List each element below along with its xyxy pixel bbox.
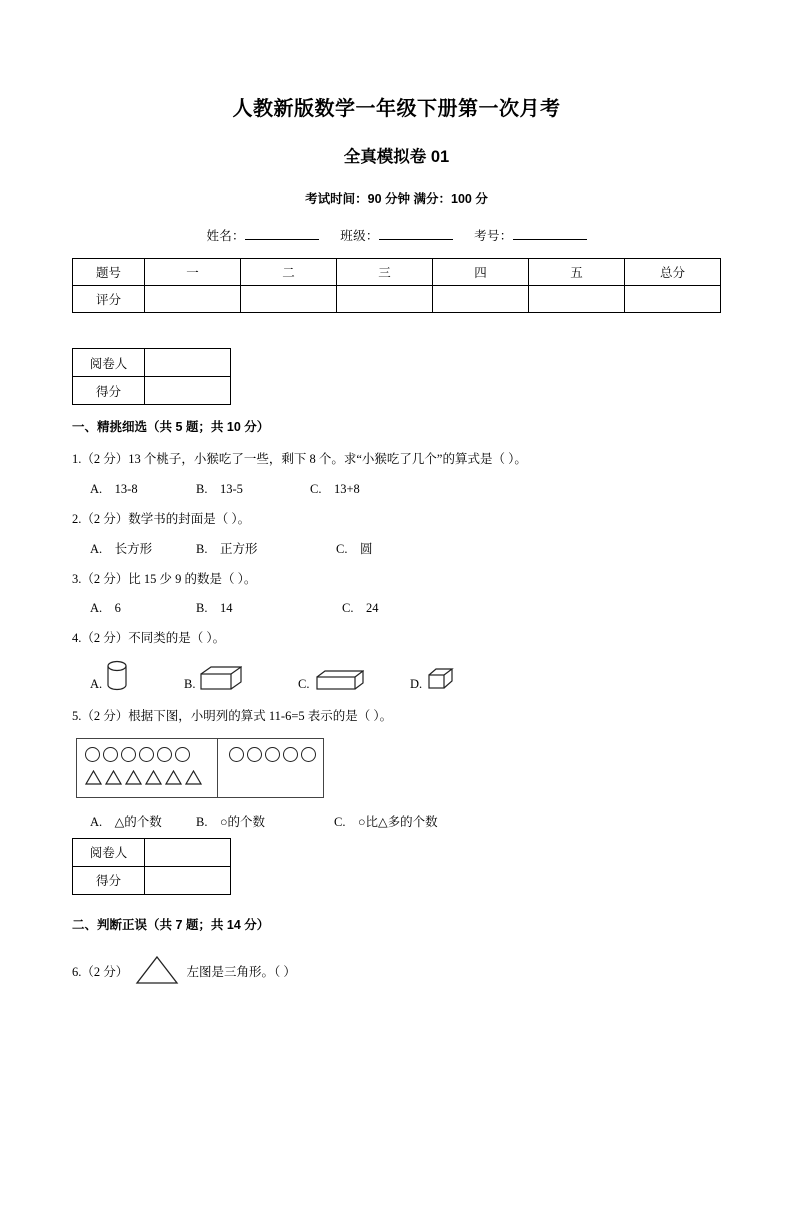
option-d[interactable]: D. [410, 677, 423, 691]
left-triangle-group [85, 770, 202, 785]
marker-box-2 [72, 838, 231, 895]
table-row [73, 866, 231, 894]
page-title: 人教新版数学一年级下册第一次月考 [232, 98, 561, 120]
score-input-cell[interactable] [337, 286, 433, 313]
name-field[interactable] [245, 228, 319, 240]
circle-shape [247, 747, 262, 762]
page-subtitle: 全真模拟卷 01 [343, 148, 450, 166]
marker-value[interactable] [145, 838, 231, 866]
question-3-options [72, 598, 721, 614]
class-label: 班级： [340, 229, 379, 243]
score-label: 得分 [73, 866, 145, 894]
cuboid-icon [200, 666, 242, 692]
marker-box-1 [72, 348, 231, 405]
question-1-options [72, 479, 721, 495]
triangle-shape-icon [135, 955, 179, 985]
class-field[interactable] [379, 228, 453, 240]
student-id-line [72, 226, 721, 244]
score-table-cell: 总分 [625, 259, 721, 286]
marker-label: 阅卷人 [73, 349, 145, 377]
section-2-heading: 二、判断正误（共 7 题；共 14 分） [72, 917, 270, 932]
option-b[interactable]: B. 正方形 [196, 541, 258, 556]
question-6-text [72, 955, 721, 991]
question-2-options [72, 539, 721, 555]
question-4-text: 4.（2 分）不同类的是（ ）。 [72, 631, 226, 646]
circle-shape [139, 747, 154, 762]
option-c[interactable]: C. 圆 [336, 541, 373, 556]
triangle-shape [145, 770, 162, 785]
table-row [73, 259, 721, 286]
figure-divider [217, 739, 218, 797]
question-5-options [72, 812, 721, 828]
score-table-cell: 二 [241, 259, 337, 286]
left-circle-group [85, 747, 190, 762]
score-input-cell[interactable] [145, 286, 241, 313]
option-c[interactable]: C. 13+8 [310, 481, 360, 496]
option-a[interactable]: A. 6 [90, 601, 121, 616]
circle-shape [175, 747, 190, 762]
option-a[interactable]: A. [90, 677, 103, 691]
score-input-cell[interactable] [241, 286, 337, 313]
option-c[interactable]: C. ○比△多的个数 [334, 814, 438, 829]
table-row [73, 377, 231, 405]
triangle-shape [125, 770, 142, 785]
triangle-shape [185, 770, 202, 785]
question-5-figure [76, 738, 324, 798]
triangle-shape [165, 770, 182, 785]
exam-number-label: 考号： [474, 229, 513, 243]
option-a[interactable]: A. 13-8 [90, 481, 138, 496]
triangle-figure [135, 955, 179, 991]
circle-shape [157, 747, 172, 762]
circle-shape [301, 747, 316, 762]
circle-shape [229, 747, 244, 762]
name-label: 姓名： [206, 229, 245, 243]
table-row [73, 349, 231, 377]
score-value[interactable] [145, 377, 231, 405]
option-c[interactable]: C. 24 [342, 601, 379, 616]
question-4-options [72, 656, 721, 692]
circle-shape [85, 747, 100, 762]
score-table-row1-header: 题号 [73, 259, 145, 286]
option-a[interactable]: A. △的个数 [90, 814, 162, 829]
marker-value[interactable] [145, 349, 231, 377]
score-input-cell[interactable] [625, 286, 721, 313]
score-table [72, 258, 721, 313]
question-6-number: 6.（2 分） [72, 964, 129, 979]
circle-shape [103, 747, 118, 762]
question-6-statement: 左图是三角形。（ ） [186, 964, 296, 979]
exam-number-field[interactable] [513, 228, 587, 240]
option-b[interactable]: B. 13-5 [196, 481, 243, 496]
option-c[interactable]: C. [298, 677, 310, 691]
option-a[interactable]: A. 长方形 [90, 541, 153, 556]
score-input-cell[interactable] [529, 286, 625, 313]
question-2-text: 2.（2 分）数学书的封面是（ ）。 [72, 511, 251, 526]
section-1-heading: 一、精挑细选（共 5 题；共 10 分） [72, 420, 270, 434]
question-5-text: 5.（2 分）根据下图，小明列的算式 11-6=5 表示的是（ ）。 [72, 709, 393, 723]
score-value[interactable] [145, 866, 231, 894]
table-row [73, 286, 721, 313]
circle-shape [265, 747, 280, 762]
cylinder-icon [106, 660, 128, 692]
flat-cuboid-icon [316, 670, 364, 692]
option-b[interactable]: B. 14 [196, 601, 233, 616]
option-b[interactable]: B. ○的个数 [196, 814, 266, 829]
cube-icon [428, 668, 454, 692]
marker-label: 阅卷人 [73, 838, 145, 866]
triangle-shape [85, 770, 102, 785]
table-row [73, 838, 231, 866]
exam-info: 考试时间：90 分钟 满分：100 分 [305, 192, 488, 206]
score-table-cell: 五 [529, 259, 625, 286]
circle-shape [283, 747, 298, 762]
question-1-text: 1.（2 分）13 个桃子，小猴吃了一些，剩下 8 个。求“小猴吃了几个”的算式是（ ）。 [72, 452, 527, 466]
score-label: 得分 [73, 377, 145, 405]
right-circle-group [229, 747, 316, 762]
triangle-shape [105, 770, 122, 785]
score-table-cell: 三 [337, 259, 433, 286]
question-3-text: 3.（2 分）比 15 少 9 的数是（ ）。 [72, 571, 257, 586]
option-b[interactable]: B. [184, 677, 196, 691]
score-table-row2-header: 评分 [73, 286, 145, 313]
circle-shape [121, 747, 136, 762]
score-input-cell[interactable] [433, 286, 529, 313]
exam-page [0, 92, 793, 1214]
score-table-cell: 一 [145, 259, 241, 286]
score-table-cell: 四 [433, 259, 529, 286]
